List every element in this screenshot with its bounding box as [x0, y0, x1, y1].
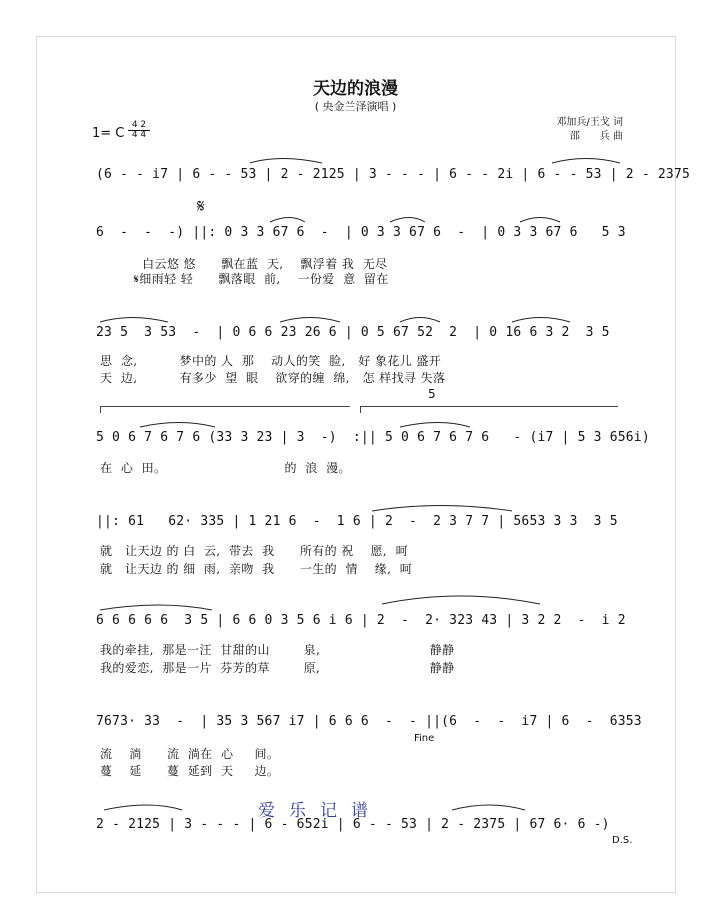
slur [552, 159, 620, 164]
slur [372, 506, 512, 512]
song-title: 天边的浪漫 [313, 79, 398, 99]
lyric-line-5a: 就 让天边 的 白 云, 带去 我 所有的 祝 愿, 呵 [100, 544, 408, 558]
notation-line-6: 6 6 6 6 6 3 5 | 6 6 0 3 5 6 i 6 | 2 - 2· 323 43 | 3 2 2 - i 2 [96, 613, 626, 628]
lyric-line-3a: 思 念, 梦中的 人 那 动人的笑 脸, 好 象花儿 盛开 [100, 354, 442, 368]
fine-marking: Fine [414, 733, 435, 744]
notation-line-5: ||: 61 62· 335 | 1 21 6 - 1 6 | 2 - 2 3 7 7 | 5653 3 3 3 5 [96, 514, 618, 529]
slur [140, 423, 215, 428]
slur [452, 805, 525, 810]
ds-marking: D.S. [612, 835, 633, 846]
slur [280, 318, 340, 323]
notation-line-1: (6 - - i7 | 6 - - 53 | 2 - 2125 | 3 - - - | 6 - - 2i | 6 - - 53 | 2 - 2375 [96, 167, 690, 182]
lyric-line-2b: 𝄋细雨轻 轻 飘落眼 前, 一份爱 意 留在 [100, 272, 389, 286]
lyric-line-6b: 我的爱恋, 那是一片 芬芳的草 原, 静静 [100, 661, 455, 675]
key-signature: 1= C [92, 126, 125, 141]
slur [400, 318, 440, 323]
notation-line-8: 2 - 2125 | 3 - - - | 6 - 652i | 6 - - 53 | 2 - 2375 | 67 6· 6 -) [96, 817, 610, 832]
slur [270, 218, 305, 223]
composer-credit: 邵 兵 曲 [569, 131, 623, 142]
slur [390, 218, 425, 223]
slur [104, 805, 182, 810]
slur [512, 318, 570, 323]
song-subtitle: ( 央金兰泽演唱 ) [314, 100, 397, 113]
lyricist-credit: 邓加兵/王戈 词 [556, 117, 623, 128]
lyric-line-7a: 流 淌 流 淌在 心 间。 [100, 747, 280, 761]
lyric-line-3b: 天 边, 有多少 望 眼 欲穿的缠 绵, 怎 样找寻 失落 [100, 371, 446, 385]
meter-bottom: 4 4 [131, 130, 147, 140]
slur [400, 423, 470, 428]
segno-mark: 𝄋 [197, 196, 205, 217]
notation-line-7: 7673· 33 - | 35 3 567 i7 | 6 6 6 - - ||(6 - - i7 | 6 - 6353 [96, 714, 642, 729]
slur [100, 605, 212, 610]
notation-line-4: 5 0 6 7 6 7 6 (33 3 23 | 3 -) :|| 5 0 6 7 6 7 6 - (i7 | 5 3 656i) [96, 430, 650, 445]
lyric-line-6a: 我的牵挂, 那是一汪 甘甜的山 泉, 静静 [100, 643, 455, 657]
slur [382, 596, 540, 604]
watermark-text: 爱乐记谱 [258, 801, 382, 821]
quintuplet-number: 5 [428, 387, 436, 401]
slur [100, 318, 168, 323]
lyric-line-7b: 蔓 延 蔓 延到 天 边。 [100, 764, 280, 778]
meter-top: 4 2 [131, 120, 147, 130]
slur [520, 218, 560, 223]
notation-line-3: 23 5 3 53 - | 0 6 6 23 26 6 | 0 5 67 52 2 | 0 16 6 3 2 3 5 [96, 325, 610, 340]
lyric-line-4a: 在 心 田。 的 浪 漫。 [100, 461, 351, 475]
slur [250, 159, 322, 164]
lyric-line-5b: 就 让天边 的 细 雨, 亲吻 我 一生的 情 缘, 呵 [100, 562, 413, 576]
notation-line-2: 6 - - -) ||: 0 3 3 67 6 - | 0 3 3 67 6 - | 0 3 3 67 6 5 3 [96, 225, 626, 240]
lyric-line-2a: 白云悠 悠 飘在蓝 天, 飘浮着 我 无尽 [100, 257, 388, 271]
